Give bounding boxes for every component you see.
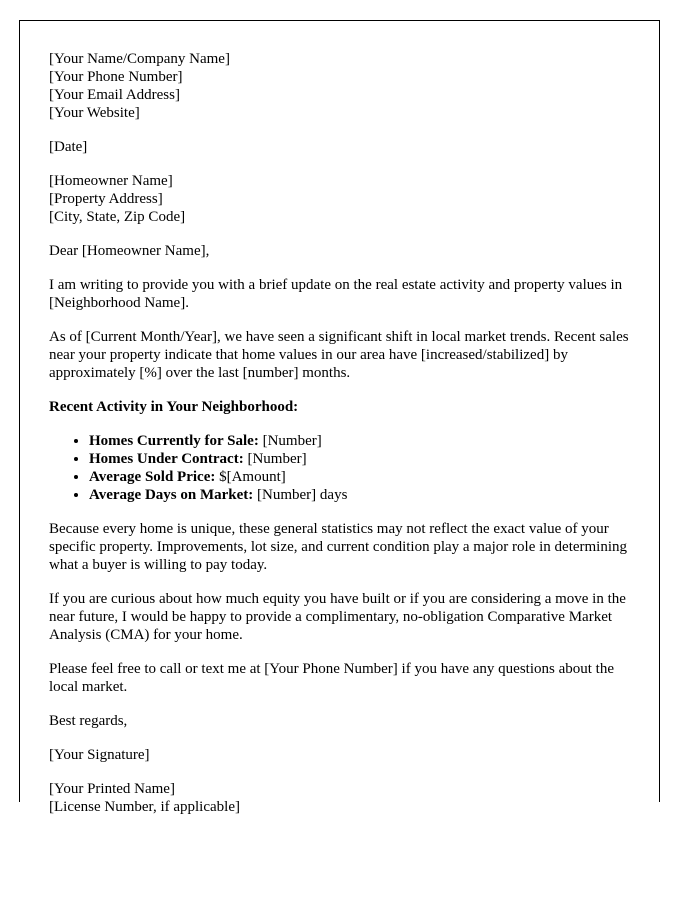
recipient-city: [City, State, Zip Code] (49, 209, 186, 225)
contact-paragraph: Please feel free to call or text me at [Your Phone Number] if you have any questions about the local market. (49, 661, 614, 695)
recipient-name: [Homeowner Name] (49, 173, 173, 189)
unique-paragraph: Because every home is unique, these general statistics may not reflect the exact value of your specific property. Improvements, lot size, and current condition play a major role in determining what a buyer is willing to pay today. (49, 521, 628, 573)
stat-label: Average Sold Price: (89, 469, 216, 485)
offer-paragraph: If you are curious about how much equity you have built or if you are considering a move in the near future, I would be happy to provide a complimentary, no-obligation Comparative Market Analysis (CMA) for your home. (49, 591, 626, 643)
sender-name: [Your Name/Company Name] (49, 51, 230, 67)
list-item (89, 468, 639, 486)
letter-content (49, 50, 639, 832)
recipient-block (49, 172, 639, 226)
sender-email: [Your Email Address] (49, 87, 180, 103)
list-item (89, 450, 639, 468)
stat-label: Average Days on Market: (89, 487, 254, 503)
letter-date: [Date] (49, 139, 88, 155)
closing: Best regards, (49, 713, 128, 729)
trends-paragraph: As of [Current Month/Year], we have seen a significant shift in local market trends. Recent sales near your property indicate that home values in our area have [increased/stabilized] by approximately [%] over the last [number] months. (49, 329, 629, 381)
activity-list (49, 432, 639, 504)
printed-name-block (49, 780, 639, 816)
letter-page (19, 20, 660, 815)
intro-paragraph: I am writing to provide you with a brief update on the real estate activity and property values in [Neighborhood Name]. (49, 277, 623, 311)
salutation: Dear [Homeowner Name], (49, 243, 210, 259)
list-item (89, 486, 639, 504)
stat-value: $[Amount] (215, 469, 286, 485)
stat-label: Homes Currently for Sale: (89, 433, 259, 449)
sender-website: [Your Website] (49, 105, 140, 121)
printed-name: [Your Printed Name] (49, 781, 175, 797)
sender-phone: [Your Phone Number] (49, 69, 183, 85)
stat-label: Homes Under Contract: (89, 451, 244, 467)
stat-value: [Number] days (253, 487, 348, 503)
list-item (89, 432, 639, 450)
activity-heading: Recent Activity in Your Neighborhood: (49, 399, 299, 415)
sender-block (49, 50, 639, 122)
recipient-address: [Property Address] (49, 191, 163, 207)
stat-value: [Number] (258, 433, 322, 449)
date-block (49, 138, 639, 156)
signature: [Your Signature] (49, 747, 150, 763)
license-number: [License Number, if applicable] (49, 799, 240, 815)
stat-value: [Number] (243, 451, 307, 467)
